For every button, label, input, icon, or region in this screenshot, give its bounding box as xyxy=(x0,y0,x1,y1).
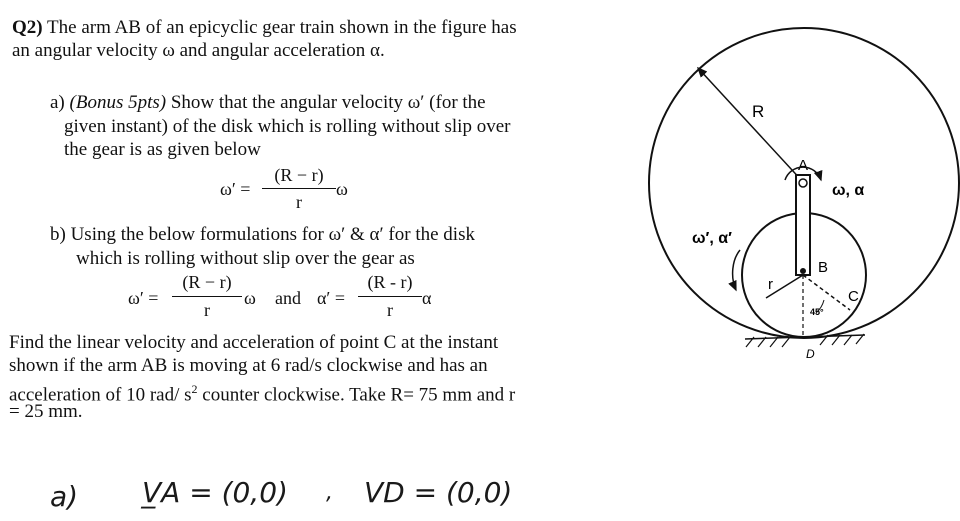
formula-b2-lhs: α′ = xyxy=(317,288,346,308)
handwritten-vd: VD = (0,0) xyxy=(364,476,513,509)
dashed-line-BC xyxy=(803,275,850,310)
disk-rotation-arrow xyxy=(733,250,740,290)
pin-B xyxy=(800,268,806,274)
formula-a-rhs: ω xyxy=(336,179,348,199)
formula-b1-fraction-bar xyxy=(172,296,242,297)
label-omega-alpha-prime: ω′, α′ xyxy=(692,230,732,247)
part-a-label: a) xyxy=(50,92,65,113)
formula-a-lhs: ω′ = xyxy=(220,179,251,199)
arm-AB xyxy=(796,175,810,275)
task-line2: shown if the arm AB is moving at 6 rad/s clockwise and has an xyxy=(9,355,488,376)
label-omega-alpha: ω, α xyxy=(832,182,865,199)
formula-b1-lhs: ω′ = xyxy=(128,288,159,308)
question-intro-line2: an angular velocity ω and angular acceleration α. xyxy=(12,40,385,61)
question-intro-text1: The arm AB of an epicyclic gear train shown in the figure has xyxy=(47,17,517,38)
task-line3-post: counter clockwise. Take R= 75 mm and r xyxy=(197,384,516,406)
formula-b1-rhs: ω xyxy=(244,288,256,308)
label-r: r xyxy=(768,276,773,293)
part-a-line3: the gear is as given below xyxy=(64,139,261,160)
formula-b1-denominator: r xyxy=(204,300,210,320)
radius-R-line xyxy=(698,68,804,183)
formula-a-denominator: r xyxy=(296,192,302,212)
handwritten-va: V̲A = (0,0) xyxy=(142,476,288,509)
part-b-line1: b) Using the below formulations for ω′ & α′ for the disk xyxy=(50,224,475,245)
handwritten-comma: , xyxy=(326,480,333,505)
label-A: A xyxy=(798,157,809,174)
task-line3-pre: acceleration of 10 rad/ s xyxy=(9,384,192,406)
part-b-line2: which is rolling without slip over the gear as xyxy=(76,248,415,269)
part-a-bonus: (Bonus 5pts) xyxy=(69,92,167,113)
question-intro-line1 xyxy=(12,17,517,39)
part-a-line2: given instant) of the disk which is rolling without slip over xyxy=(64,116,511,137)
formula-a-fraction-bar xyxy=(262,188,336,189)
formula-b2-denominator: r xyxy=(387,300,393,320)
formula-b2-fraction-bar xyxy=(358,296,422,297)
formula-a-numerator: (R − r) xyxy=(274,165,324,185)
formula-connector: and xyxy=(275,288,301,308)
task-line3-exponent: 2 xyxy=(191,382,198,396)
label-B: B xyxy=(818,259,829,276)
task-line1: Find the linear velocity and acceleration of point C at the instant xyxy=(9,332,499,353)
handwritten-part-label: a) xyxy=(50,480,79,513)
part-a-line1 xyxy=(50,92,486,114)
task-line3 xyxy=(9,378,515,406)
formula-b2-rhs: α xyxy=(422,288,432,308)
part-a-line1-text: Show that the angular velocity ω′ (for the xyxy=(170,92,486,113)
epicyclic-gear-figure xyxy=(640,20,960,380)
formula-b1-numerator: (R − r) xyxy=(182,272,232,292)
question-number: Q2) xyxy=(12,17,43,38)
label-angle: 45° xyxy=(810,307,824,317)
label-C: C xyxy=(848,288,859,305)
label-D: D xyxy=(806,347,815,361)
pin-A xyxy=(799,179,807,187)
task-line4: = 25 mm. xyxy=(9,401,83,422)
label-R: R xyxy=(752,102,765,121)
formula-b2-numerator: (R - r) xyxy=(367,272,413,292)
